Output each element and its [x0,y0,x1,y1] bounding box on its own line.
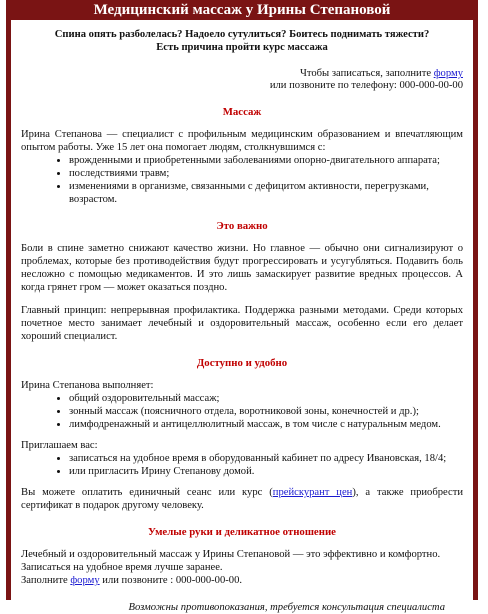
list-item: • изменениями в организме, связанными с дефицитом активности, перегрузками, возрастом. [69,180,463,206]
massage-intro: Ирина Степанова — специалист с профильным медицинским образованием и впечатляющим опытом работы. Уже 15 лет она помогает людям, столкнувшимся с: [21,129,463,153]
main-content [11,28,473,614]
invite-label: Приглашаем вас: [21,440,98,451]
performs-list [21,392,463,431]
list-item: • записаться на удобное время в оборудованный кабинет по адресу Ивановская, 18/4; [69,452,463,465]
access-heading: Доступно и удобно [196,357,288,369]
list-item: • лимфодренажный и антицеллюлитный массаж, в том числе с натуральным медом. [69,418,463,431]
important-heading: Это важно [216,220,268,232]
massage-heading: Массаж [222,106,262,118]
list-item: • последствиями травм; [69,167,463,180]
form-link[interactable]: форму [433,68,463,79]
hands-line-1: Лечебный и оздоровительный массаж у Ирины Степановой — это эффективно и комфортно. [21,549,441,560]
list-item: • зонный массаж (поясничного отдела, воротниковой зоны, конечностей и др.); [69,405,463,418]
list-item: • врожденными и приобретенными заболеваниями опорно-двигательного аппарата; [69,154,463,167]
hands-text-before: Заполните [21,575,71,586]
payment-text-after: ), а также приобрести сертификат в подарок другому человеку. [21,487,464,511]
subtitle [21,28,463,54]
hands-text-after: или позвоните : 000-000-00-00. [99,575,243,586]
invite-list [21,452,463,478]
payment-paragraph [21,486,463,512]
payment-text-before: Вы можете оплатить единичный сеанс или курс ( [21,487,273,498]
massage-list [21,154,463,206]
form-link-bottom[interactable]: форму [70,575,100,586]
subtitle-line-1: Спина опять разболелась? Надоело сутулиться? Боитесь поднимать тяжести? [54,29,430,40]
performs-label: Ирина Степанова выполняет: [21,380,154,391]
signup-text: Чтобы записаться, заполните [300,68,434,79]
important-paragraph-2: Главный принцип: непрерывная профилактика. Поддержка разными методами. Среди которых почетное место занимает лечебный и оздоровительный массаж, особенно если его делает хороший специалист. [21,305,463,342]
signup-line-1 [21,68,463,80]
list-item: • или пригласить Ирину Степанову домой. [69,465,463,478]
page-title: Медицинский массаж у Ирины Степановой [11,0,473,20]
page-frame [6,0,478,613]
hands-line-2: Записаться на удобное время лучше заранее. [21,562,223,573]
important-paragraph-1: Боли в спине заметно снижают качество жизни. Но главное — обычно они сигнализируют о проблемах, которые без противодействия будут прогрессировать и усугубляться. Подавить боль несложно с помощью медикаментов. И это лишь замаскирует развитие вредных процессов. А когда грянет гром — может оказаться поздно. [21,243,463,293]
disclaimer: Возможны противопоказания, требуется консультация специалиста [128,602,445,613]
list-item: • общий оздоровительный массаж; [69,392,463,405]
subtitle-line-2: Есть причина пройти курс массажа [156,42,328,53]
signup-block [21,68,463,92]
hands-line-3 [21,574,463,587]
price-list-link[interactable]: прейскурант цен [272,487,353,498]
hands-heading: Умелые руки и деликатное отношение [148,526,336,538]
signup-phone: или позвоните по телефону: 000-000-00-00 [269,80,463,91]
